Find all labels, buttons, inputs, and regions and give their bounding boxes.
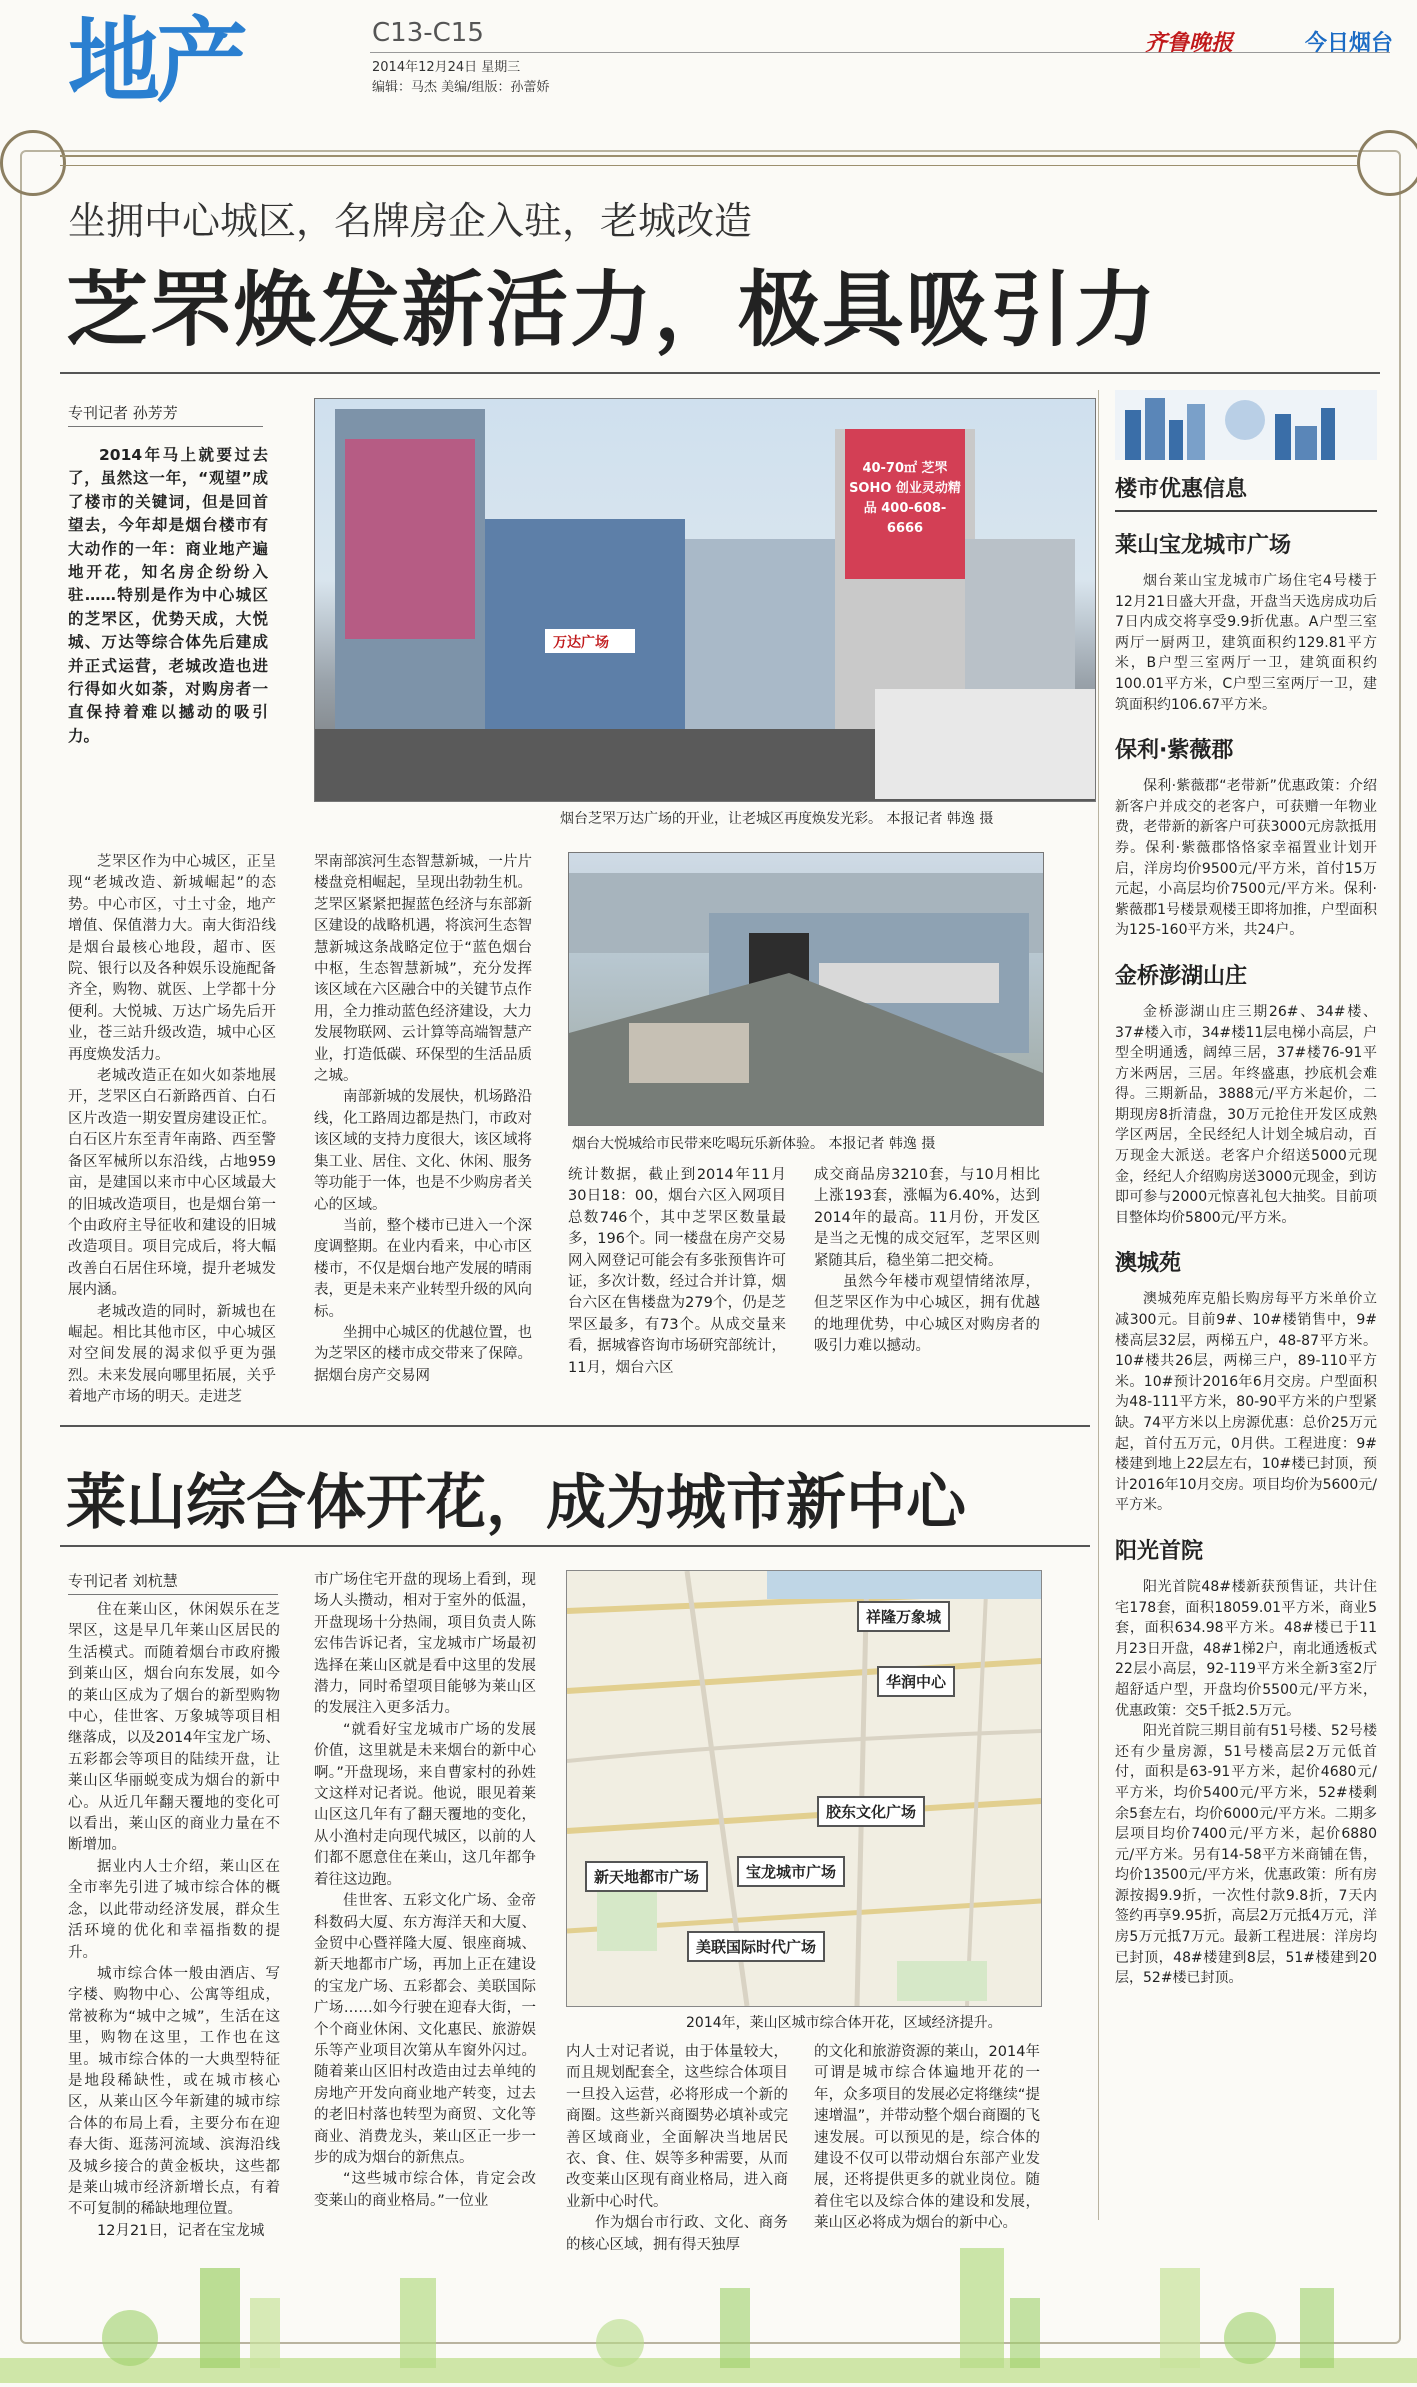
byline-rule [68,426,263,427]
map-label-jiaodong: 胶东文化广场 [817,1796,925,1827]
lead-paragraph: 2014年马上就要过去了，虽然这一年，“观望”成了楼市的关键词，但是回首望去，今年却是烟台楼市有大动作的一年：商业地产遍地开花，知名房企纷纷入驻……特别是作为中心城区的芝罘区，优势天成，大悦城、万达等综合体先后建成并正式运营，老城改造也进行得如火如荼，对购房者一直保持着难以撼动的吸引力。 [68,446,268,745]
paragraph: 南部新城的发展快，机场路沿线，化工路周边都是热门，市政对该区域的支持力度很大，该区域将集工业、居住、文化、休闲、服务等功能于一体，也是不少购房者关心的区域。 [314,1089,532,1213]
paragraph: 芝罘区作为中心城区，正呈现“老城改造、新城崛起”的态势。中心市区，寸土寸金，地产增值、保值潜力大。南大街沿线是烟台最核心地段，超市、医院、银行以及各种娱乐设施配备齐全，购物、就医、上学都十分便利。大悦城、万达广场先后开业，苍三站升级改造，城中心区再度焕发活力。 [68,854,276,1063]
listing-text: 阳光首院三期目前有51号楼、52号楼还有少量房源，51号楼高层2万元低首付，面积是63-91平方米，起价4680元/平方米，均价5400元/平方米，52#楼剩余5套左右，均价6000元/平方米。二期多层项目均价7400元/平方米，起价6880元/平方米。另有14-58平方米商铺在售，均价13500元/平方米，优惠政策：所有房源按揭9.9折，一次性付款9.8折，7天内签约再享9.95折，高层2万元抵4万元，洋房5万元抵7万元。最新工程进展：洋房均已封顶，48#楼建到8层，51#楼建到20层，52#楼已封顶。 [1115,1723,1377,1987]
footer-city-illustration [0,2228,1417,2383]
wanda-sign: 万达广场 [553,635,609,651]
listing-name: 保利·紫薇郡 [1115,738,1234,764]
article2-byline: 专刊记者 刘杭慧 [68,1572,178,1590]
paragraph: 城市综合体一般由酒店、写字楼、购物中心、公寓等组成，常被称为“城中之城”，生活在这里，购物在这里，工作也在这里。城市综合体的一大典型特征是地段稀缺性，或在城市核心区，从莱山区今年新建的城市综合体的布局上看，主要分布在迎春大街、逛荡河流域、滨海沿线及城乡接合的黄金板块，这些都是莱山城市经济新增长点，有着不可复制的稀缺地理位置。 [68,1965,280,2218]
article2-headline-rule [60,1545,1090,1547]
article1-col3 [568,1165,786,1379]
top-ornament-bar [60,155,1357,166]
listing-text: 澳城苑库克船长购房每平方米单价立减300元。目前9#、10#楼销售中，9#楼高层32层，两梯五户，48-87平方米。10#楼共26层，两梯三户，89-110平方米。10#预计2016年6月交房。户型面积为48-111平方米，80-90平方米的户型紧缺。74平方米以上房源优惠：总价25万元起，首付五万元，0月供。工程进度：9#楼建到地上22层左右，10#楼已封顶，预计2016年10月交房。项目均价为5600元/平方米。 [1115,1291,1377,1514]
article2-col4 [814,2042,1040,2235]
brand-logo: 齐鲁晚报 [1145,30,1234,56]
map-label-xintiandi: 新天地都市广场 [585,1861,708,1892]
paragraph: 住在莱山区，休闲娱乐在芝罘区，这是早几年莱山区居民的生活模式。而随着烟台市政府搬到莱山区，烟台向东发展，如今的莱山区成为了烟台的新型购物中心，佳世客、万象城等项目相继落成，以及2014年宝龙广场、五彩都会等项目的陆续开盘，让莱山区华丽蜕变成为烟台的新中心。从近几年翻天覆地的变化可以看出，莱山区的商业力量在不断增加。 [68,1602,280,1854]
joy-city-photo [568,852,1044,1126]
paragraph: 作为烟台市行政、文化、商务的核心区域，拥有得天独厚 [566,2215,788,2253]
soho-billboard: 40-70㎡ 芝罘 SOHO 创业灵动精品 400-608-6666 [849,461,961,536]
top-rule [370,52,1390,53]
photo1-caption: 烟台芝罘万达广场的开业，让老城区再度焕发光彩。 本报记者 韩逸 摄 [560,811,994,827]
listing-laishan-baolong [1115,528,1377,715]
editors-line: 编辑：马杰 美编/组版：孙蕾娇 [372,80,550,95]
paragraph: 当前，整个楼市已进入一个深度调整期。在业内看来，中心市区楼市，不仅是烟台地产发展的晴雨表，更是未来产业转型升级的风向标。 [314,1217,532,1320]
sidebar-listings [1115,522,1377,1989]
map-label-baolong: 宝龙城市广场 [737,1856,845,1887]
listing-text: 阳光首院48#楼新获预售证，共计住宅178套，面积18059.01平方米，商业5套，面积634.98平方米。48#楼已于11月23日开盘，48#1梯2户，南北通透板式22层小高层，92-119平方米全新3室2厅超舒适户型，开盘均价5500元/平方米，优惠政策：交5千抵2.5万元。 [1115,1578,1377,1719]
article1-col2 [314,852,532,1387]
page-range: C13-C15 [372,18,484,48]
map-caption: 2014年，莱山区城市综合体开花，区域经济提升。 [686,2015,1002,2031]
article1-kicker: 坐拥中心城区，名牌房企入驻，老城改造 [68,199,753,243]
map-label-meilian: 美联国际时代广场 [687,1931,825,1962]
map-label-xianglong: 祥隆万象城 [857,1601,950,1632]
corner-ornament-top-right [1357,130,1417,196]
sidebar-banner [1115,390,1377,500]
date-line: 2014年12月24日 星期三 [372,60,521,75]
paragraph: “就看好宝龙城市广场的发展价值，这里就是未来烟台的新中心啊。”开盘现场，来自曹家村的孙姓文这样对记者说。他说，眼见着莱山区这几年有了翻天覆地的变化，从小渔村走向现代城区，以前的人们都不愿意住在莱山，这几年都争着往这边跑。 [314,1721,536,1888]
article1-col1 [68,852,276,1409]
skyline-graphic [1115,390,1377,460]
listing-aochengyuan [1115,1246,1377,1516]
article2-col1 [68,1600,280,2242]
joy-city-illustration [569,853,1043,1125]
paragraph: 据业内人士介绍，莱山区在全市率先引进了城市综合体的概念，以此带动经济发展，群众生活环境的优化和幸福指数的提升。 [68,1858,280,1961]
paragraph: 成交商品房3210套，与10月相比上涨193套，涨幅为6.40%，达到2014年的最高。11月份，开发区是当之无愧的成交冠军，芝罘区则紧随其后，稳坐第二把交椅。 [814,1167,1040,1269]
paragraph: 内人士对记者说，由于体量较大，而且规划配套全，这些综合体项目一旦投入运营，必将形成一个新的商圈。这些新兴商圈势必填补或完善区域商业，全面解决当地居民衣、食、住、娱等多种需要，从而改变莱山区现有商业格局，进入商业新中心时代。 [566,2044,788,2210]
city-skyline-decoration [0,2228,1417,2383]
article2-headline: 莱山综合体开花，成为城市新中心 [66,1468,966,1538]
listing-name: 澳城苑 [1115,1251,1182,1277]
listing-text: 金桥澎湖山庄三期26#、34#楼、37#楼入市，34#楼11层电梯小高层，户型全明通透，阔绰三居，37#楼76-91平方米两居，三居。年终盛惠，抄底机会难得。三期新品，3888元/平方米起价，二期现房8折清盘，30万元抢住开发区成熟学区两居，全民经纪人计划全城启动，百万现金大派送。老客户介绍送5000元现金，经纪人介绍购房送3000元现金，到访即可参与2000元惊喜礼包大抽奖。目前项目整体均价5800元/平方米。 [1115,1003,1377,1226]
paragraph: 佳世客、五彩文化广场、金帝科数码大厦、东方海洋天和大厦、金贸中心暨祥隆大厦、银座商城、新天地都市广场，再加上正在建设的宝龙广场、五彩都会、美联国际广场……如今行驶在迎春大街，一个个商业休闲、文化惠民、旅游娱乐等产业项目次第从车窗外闪过。随着莱山区旧村改造由过去单纯的房地产开发向商业地产转变，过去的老旧村落也转型为商贸、文化等商业、消费龙头，莱山区正一步一步的成为烟台的新焦点。 [314,1893,536,2166]
listing-poly-ziweijun [1115,733,1377,941]
sidebar-title: 楼市优惠信息 [1115,477,1248,502]
laishan-map [566,1570,1042,2007]
article1-headline: 芝罘焕发新活力，极具吸引力 [66,263,1159,358]
section-title: 地产 [68,8,245,115]
photo2-caption: 烟台大悦城给市民带来吃喝玩乐新体验。 本报记者 韩逸 摄 [572,1136,936,1152]
brand-city: 今日烟台 [1305,31,1394,56]
article1-col4 [814,1165,1040,1358]
article2-col2 [314,1570,536,2212]
corner-ornament-top-left [0,130,66,196]
paragraph: “这些城市综合体，肯定会改变莱山的商业格局。”一位业 [314,2171,536,2209]
listing-name: 金桥澎湖山庄 [1115,963,1248,989]
listing-name: 阳光首院 [1115,1538,1204,1564]
paragraph: 市广场住宅开盘的现场上看到，现场人头攒动，相对于室外的低温，开盘现场十分热闹，项目负责人陈宏伟告诉记者，宝龙城市广场最初选择在莱山区就是看中这里的发展潜力，同时希望项目能够为莱山区的发展注入更多活力。 [314,1572,536,1717]
paragraph: 12月21日，记者在宝龙城 [97,2222,265,2239]
listing-yangguang-shouyuan [1115,1534,1377,1989]
paragraph: 统计数据，截止到2014年11月30日18：00，烟台六区入网项目总数746个，其中芝罘区数量最多，196个。同一楼盘在房产交易网入网登记可能会有多张预售许可证，多次计数，经过合并计算，烟台六区在售楼盘为279个，仍是芝罘区最多，有73个。从成交量来看，据城睿咨询市场研究部统计，11月，烟台六区 [568,1167,786,1376]
listing-jinqiao-penghu [1115,959,1377,1229]
wanda-plaza-illustration [315,399,1095,801]
paragraph: 虽然今年楼市观望情绪浓厚，但芝罘区作为中心城区，拥有优越的地理优势，中心城区对购房者的吸引力难以撼动。 [814,1274,1040,1355]
article1-byline: 专刊记者 孙芳芳 [68,404,178,422]
map-label-huarun: 华润中心 [877,1666,955,1697]
headline-divider [60,372,1380,374]
listing-text: 烟台莱山宝龙城市广场住宅4号楼于12月21日盛大开盘，开盘当天选房成功后7日内成交将享受9.9折优惠。A户型三室两厅一厨两卫，建筑面积约129.81平方米，B户型三室两厅一卫，建筑面积约100.01平方米，C户型三室两厅一卫，建筑面积约106.67平方米。 [1115,573,1377,713]
sidebar-rule [1115,510,1377,512]
paragraph: 的文化和旅游资源的莱山，2014年可谓是城市综合体遍地开花的一年，众多项目的发展必定将继续“提速增温”，并带动整个烟台商圈的飞速发展。可以预见的是，综合体的建设不仅可以带动烟台东部产业发展，还将提供更多的就业岗位。随着住宅以及综合体的建设和发展，莱山区必将成为烟台的新中心。 [814,2044,1040,2232]
listing-text: 保利·紫薇郡“老带新”优惠政策：介绍新客户并成交的老客户，可获赠一年物业费，老带新的新客户可获3000元房款抵用券。保利·紫薇郡恪恪家幸福置业计划开启，洋房均价9500元/平方米，首付15万元起，小高层均价7500元/平方米。保利·紫薇郡1号楼景观楼王即将加推，户型面积为125-160平方米，共24户。 [1115,778,1377,939]
paragraph: 老城改造的同时，新城也在崛起。相比其他市区，中心城区对空间发展的渴求似乎更为强烈。未来发展向哪里拓展，关乎着地产市场的明天。走进芝 [68,1303,276,1406]
listing-name: 莱山宝龙城市广场 [1115,533,1292,558]
paragraph: 老城改造正在如火如荼地展开，芝罘区白石新路西首、白石区片改造一期安置房建设正忙。白石区片东至青年南路、西至警备区军械所以东沿线，占地959亩，是建国以来市中心区域最大的旧城改造项目，也是烟台第一个由政府主导征收和建设的旧城改造项目。项目完成后，将大幅改善白石居住环境，提升老城发展内涵。 [68,1068,276,1299]
wanda-plaza-photo [314,398,1096,802]
sidebar-divider [1098,390,1099,2220]
article2-top-rule [60,1425,1090,1427]
byline-rule [68,1594,278,1595]
article2-col3 [566,2042,788,2256]
paragraph: 坐拥中心城区的优越位置，也为芝罘区的楼市成交带来了保障。据烟台房产交易网 [314,1324,532,1384]
article1-lead [68,444,268,748]
paragraph: 罘南部滨河生态智慧新城，一片片楼盘竞相崛起，呈现出勃勃生机。芝罘区紧紧把握蓝色经济与东部新区建设的战略机遇，将滨河生态智慧新城这条战略定位于“蓝色烟台中枢，生态智慧新城”，充分发挥该区域在六区融合中的关键节点作用，全力推动蓝色经济建设，大力发展物联网、云计算等高端智慧产业，打造低碳、环保型的生活品质之城。 [314,854,532,1085]
